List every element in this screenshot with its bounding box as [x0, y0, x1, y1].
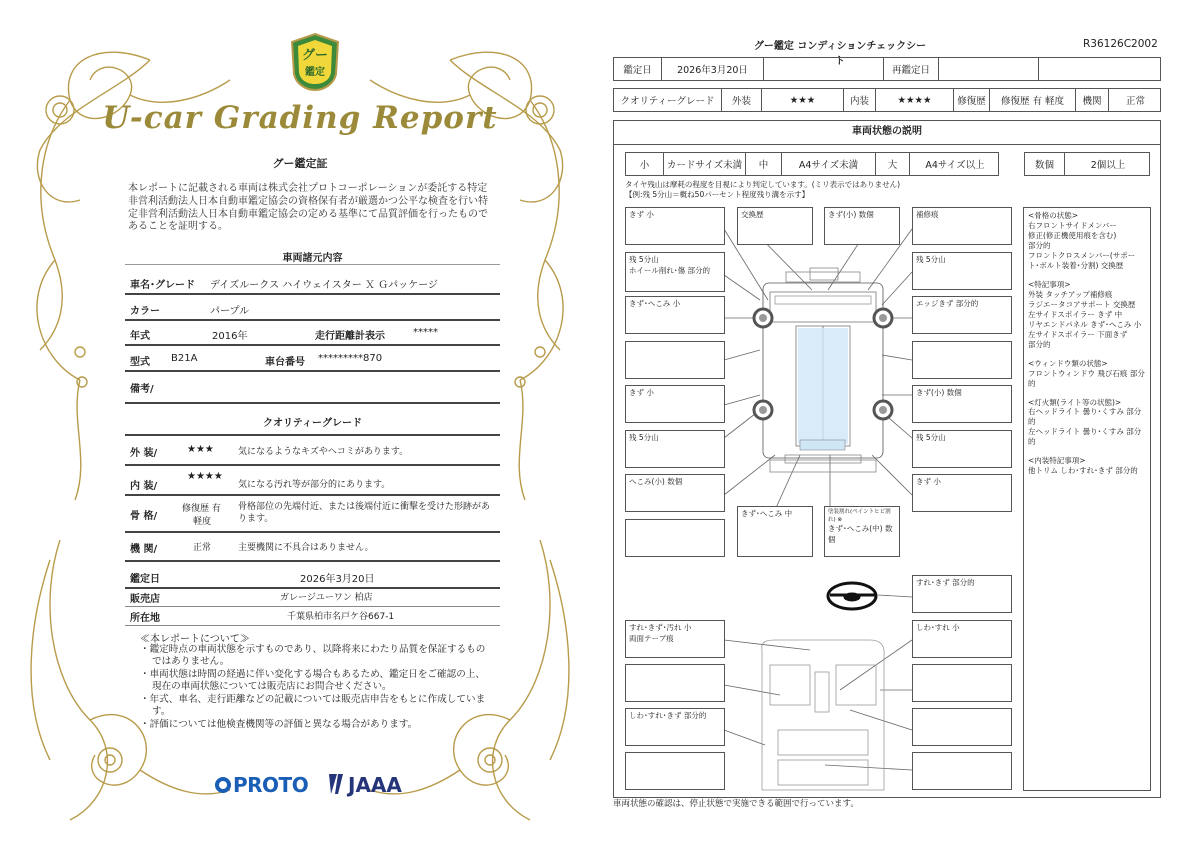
frame-value-2: 軽度 — [193, 517, 212, 527]
engine-value: 正常 — [193, 543, 212, 553]
redate-blank — [1039, 58, 1162, 80]
condition-side-notes — [1023, 207, 1151, 791]
address-label: 所在地 — [130, 613, 160, 624]
note-item: ・ 車両状態は時間の経過に伴い変化する場合もあるため、鑑定日をご確認の上、現在の車両状態については販売店にお問合せください。 — [140, 669, 490, 694]
shop-value: ガレージユーワン 柏店 — [280, 593, 373, 603]
exterior-desc: 気になるようなキズやヘコミがあります。 — [238, 447, 409, 457]
name-value: デイズルークス ハイウェイスター Ｘ Ｇパッケージ — [210, 280, 438, 291]
date-label: 鑑定日 — [130, 574, 160, 585]
interior-label: 内 装/ — [130, 481, 158, 492]
interior-stars: ★★★★ — [876, 89, 954, 111]
condition-box: きず 小 — [912, 474, 1012, 512]
condition-box: エッジきず 部分的 — [912, 296, 1012, 334]
quality-row — [613, 88, 1161, 112]
interior-label: 内装 — [844, 89, 876, 111]
condition-box: 交換歴 — [737, 207, 813, 245]
condition-box — [625, 620, 725, 658]
side-note-line: 左サイドスポイラー きず 中 — [1028, 309, 1123, 319]
address-value: 千葉県柏市名戸ケ谷667-1 — [287, 612, 395, 622]
notes-list — [140, 644, 490, 731]
condition-box — [912, 708, 1012, 746]
condition-box: しわ･すれ 小 — [912, 620, 1012, 658]
side-note-line: ラジエータコアサポート 交換歴 — [1028, 299, 1136, 309]
condition-box: きず･へこみ 中 — [737, 506, 813, 557]
date-blank — [764, 58, 884, 80]
notes-title: ≪本レポートについて≫ — [140, 634, 250, 645]
redate-value — [939, 58, 1039, 80]
model-label: 型式 — [130, 357, 150, 368]
exterior-label: 外装 — [722, 89, 762, 111]
condition-box: 残 5分山 — [912, 430, 1012, 468]
divider — [125, 264, 500, 265]
badge-text-bottom: 鑑定 — [305, 67, 325, 78]
goo-kantei-badge — [288, 32, 342, 92]
side-note-line: 修正(修正機使用痕を含む) — [1028, 230, 1117, 240]
row-date — [125, 570, 500, 589]
side-note-line: フロントウィンドウ 飛び石痕 部分的 — [1028, 368, 1145, 388]
row-year-odo — [125, 327, 500, 346]
side-note-line: <灯火類(ライト等の状態)> — [1028, 397, 1122, 407]
side-note-line: 部分的 — [1028, 240, 1051, 250]
condition-box: きず(小) 数個 — [824, 207, 900, 245]
redate-label: 再鑑定日 — [884, 58, 939, 80]
side-note-line: 外装 タッチアップ補修痕 — [1028, 289, 1113, 299]
date-value: 2026年3月20日 — [300, 574, 375, 585]
condition-box — [625, 664, 725, 702]
spec-heading: 車両諸元内容 — [282, 253, 343, 264]
date-value: 2026年3月20日 — [662, 58, 764, 80]
row-color — [125, 302, 500, 321]
shop-label: 販売店 — [130, 594, 160, 605]
date-label: 鑑定日 — [614, 58, 662, 80]
sheet-title: グー鑑定 コンディションチェックシート — [753, 41, 927, 67]
odo-value: ***** — [413, 327, 438, 338]
side-note-line: 左サイドスポイラー 下面きず — [1028, 329, 1128, 339]
condition-box: 残 5分山 — [625, 430, 725, 468]
divider — [125, 434, 500, 436]
odo-label: 走行距離計表示 — [315, 331, 385, 342]
size-mid-label: 中 — [746, 153, 782, 175]
side-note-line: <骨格の状態> — [1028, 211, 1079, 220]
exterior-stars: ★★★ — [187, 444, 214, 455]
date-row — [613, 57, 1161, 81]
color-label: カラー — [130, 306, 160, 317]
size-small-desc: カードサイズ未満 — [664, 153, 746, 175]
certificate-title: グー鑑定証 — [272, 157, 328, 170]
model-value: B21A — [171, 353, 198, 364]
badge-text-top: グー — [301, 48, 329, 63]
size-legend — [625, 152, 999, 176]
condition-text: 残 5分山 — [629, 255, 659, 264]
repair-value: 修復歴 有 軽度 — [990, 89, 1076, 111]
jaaa-icon — [327, 773, 345, 795]
note-item: ・ 鑑定時点の車両状態を示すものであり、以降将来にわたり品質を保証するものではありません。 — [140, 644, 490, 669]
interior-stars: ★★★★ — [187, 471, 223, 482]
report-script-title: U-car Grading Report — [102, 100, 498, 136]
row-interior — [125, 471, 500, 496]
row-frame — [125, 501, 500, 533]
condition-box — [625, 519, 725, 557]
condition-text: きず･へこみ(中) 数個 — [828, 524, 893, 544]
proto-logo: PROTO — [215, 773, 308, 797]
name-label: 車名･グレード — [130, 280, 195, 291]
tire-note — [625, 180, 900, 200]
remarks-label: 備考/ — [130, 384, 154, 395]
condition-box: すれ･きず 部分的 — [912, 575, 1012, 613]
condition-text: すれ･きず･汚れ 小 — [629, 623, 692, 632]
footer-note: 車両状態の確認は、停止状態で実施できる範囲で行っています。 — [613, 799, 859, 809]
logo-row — [215, 770, 415, 800]
engine-desc: 主要機関に不具合はありません。 — [238, 543, 374, 553]
side-note-line: 左ヘッドライト 曇り･くすみ 部分的 — [1028, 427, 1142, 447]
condition-box: 補修痕 — [912, 207, 1012, 245]
count-legend — [1024, 152, 1150, 176]
size-small-label: 小 — [626, 153, 664, 175]
condition-box — [625, 252, 725, 292]
condition-text: ホイール削れ･傷 部分的 — [629, 265, 710, 275]
condition-check-sheet — [600, 0, 1200, 848]
side-note-line: <特記事項> — [1028, 279, 1071, 289]
side-note-line: 他トリム しわ･すれ･きず 部分的 — [1028, 466, 1138, 476]
condition-text: 塗装割れ(ペイントヒビ割れ) ⊗ — [828, 509, 891, 523]
year-label: 年式 — [130, 331, 150, 342]
jaaa-logo: JAAA — [327, 773, 402, 797]
interior-desc: 気になる汚れ等が部分的にあります。 — [238, 480, 391, 490]
exterior-label: 外 装/ — [130, 448, 158, 459]
count-label: 数個 — [1025, 153, 1065, 175]
size-large-desc: A4サイズ以上 — [925, 160, 985, 171]
side-note-line: 右ヘッドライト 曇り･くすみ 部分的 — [1028, 407, 1142, 427]
frame-value-1: 修復歴 有 — [182, 504, 221, 514]
frame-desc: 骨格部位の先端付近、または後端付近に衝撃を受けた形跡があります。 — [238, 502, 491, 525]
side-note-line: <ウィンドウ類の状態> — [1028, 358, 1108, 368]
side-note-line: フロントクロスメンバー(サポート･ボルト装着･分割) 交換歴 — [1028, 250, 1136, 270]
row-remarks — [125, 380, 500, 404]
condition-text: 両面テープ痕 — [629, 633, 674, 643]
repair-label: 修復歴 — [954, 89, 990, 111]
condition-box: へこみ(小) 数個 — [625, 474, 725, 512]
condition-box: きず 小 — [625, 385, 725, 423]
year-value: 2016年 — [212, 331, 248, 342]
condition-box — [625, 341, 725, 379]
engine-value: 正常 — [1125, 96, 1145, 107]
engine-label: 機 関/ — [130, 544, 158, 555]
tire-note-line: タイヤ残山は摩耗の程度を目視により判定しています。(ミリ表示ではありません) — [625, 180, 901, 189]
row-name-grade — [125, 276, 500, 295]
note-item: ・ 評価については他検査機関等の評価と異なる場合があります。 — [140, 719, 490, 731]
size-large-label: 大 — [876, 153, 910, 175]
side-note-line: <内装特記事項> — [1028, 456, 1086, 466]
sheet-id: R36126C2002 — [1083, 38, 1158, 50]
side-note-line: リヤエンドパネル きず･へこみ 小 — [1028, 319, 1142, 329]
row-model-chassis — [125, 353, 500, 372]
frame-label: 骨 格/ — [130, 511, 158, 522]
row-exterior — [125, 444, 500, 466]
side-note-line: 部分的 — [1028, 339, 1051, 349]
chassis-value: *********870 — [318, 353, 383, 364]
condition-box: きず(小) 数個 — [912, 385, 1012, 423]
note-item: ・ 年式、車名、走行距離などの記載については販売店申告をもとに作成しています。 — [140, 694, 490, 719]
condition-box: しわ･すれ･きず 部分的 — [625, 708, 725, 746]
condition-box: 残 5分山 — [912, 252, 1012, 290]
row-shop — [125, 590, 500, 607]
certificate-body: 本レポートに記載される車両は株式会社プロトコーポレーションが委託する特定非営利活動法人日本自動車鑑定協会の資格保有者が厳選かつ公平な検査を行い特定非営利活動法人日本自動車鑑定協会の定める基準にて品質評価を行ったものであることを証明する。 — [128, 183, 488, 233]
row-engine — [125, 540, 500, 562]
condition-box — [625, 752, 725, 790]
condition-box — [912, 341, 1012, 379]
condition-box: きず 小 — [625, 207, 725, 245]
engine-label: 機関 — [1076, 89, 1109, 111]
condition-box: きず･へこみ 小 — [625, 296, 725, 334]
color-value: パープル — [210, 306, 250, 317]
side-note-line: 右フロントサイドメンバー — [1028, 220, 1117, 230]
chassis-label: 車台番号 — [265, 357, 305, 368]
condition-box — [912, 664, 1012, 702]
exterior-stars: ★★★ — [762, 89, 844, 111]
tire-note-line: 【例:残 5分山＝概ね50パーセント程度残り溝を示す】 — [625, 190, 810, 200]
quality-grade-heading: クオリティーグレード — [263, 418, 362, 429]
size-mid-desc: A4サイズ未満 — [782, 153, 876, 175]
condition-box — [912, 752, 1012, 790]
quality-label: クオリティーグレード — [614, 89, 722, 111]
count-value: 2個以上 — [1090, 160, 1126, 171]
section-heading: 車両状態の説明 — [613, 120, 1161, 144]
condition-box — [824, 506, 900, 557]
row-address — [125, 609, 500, 626]
